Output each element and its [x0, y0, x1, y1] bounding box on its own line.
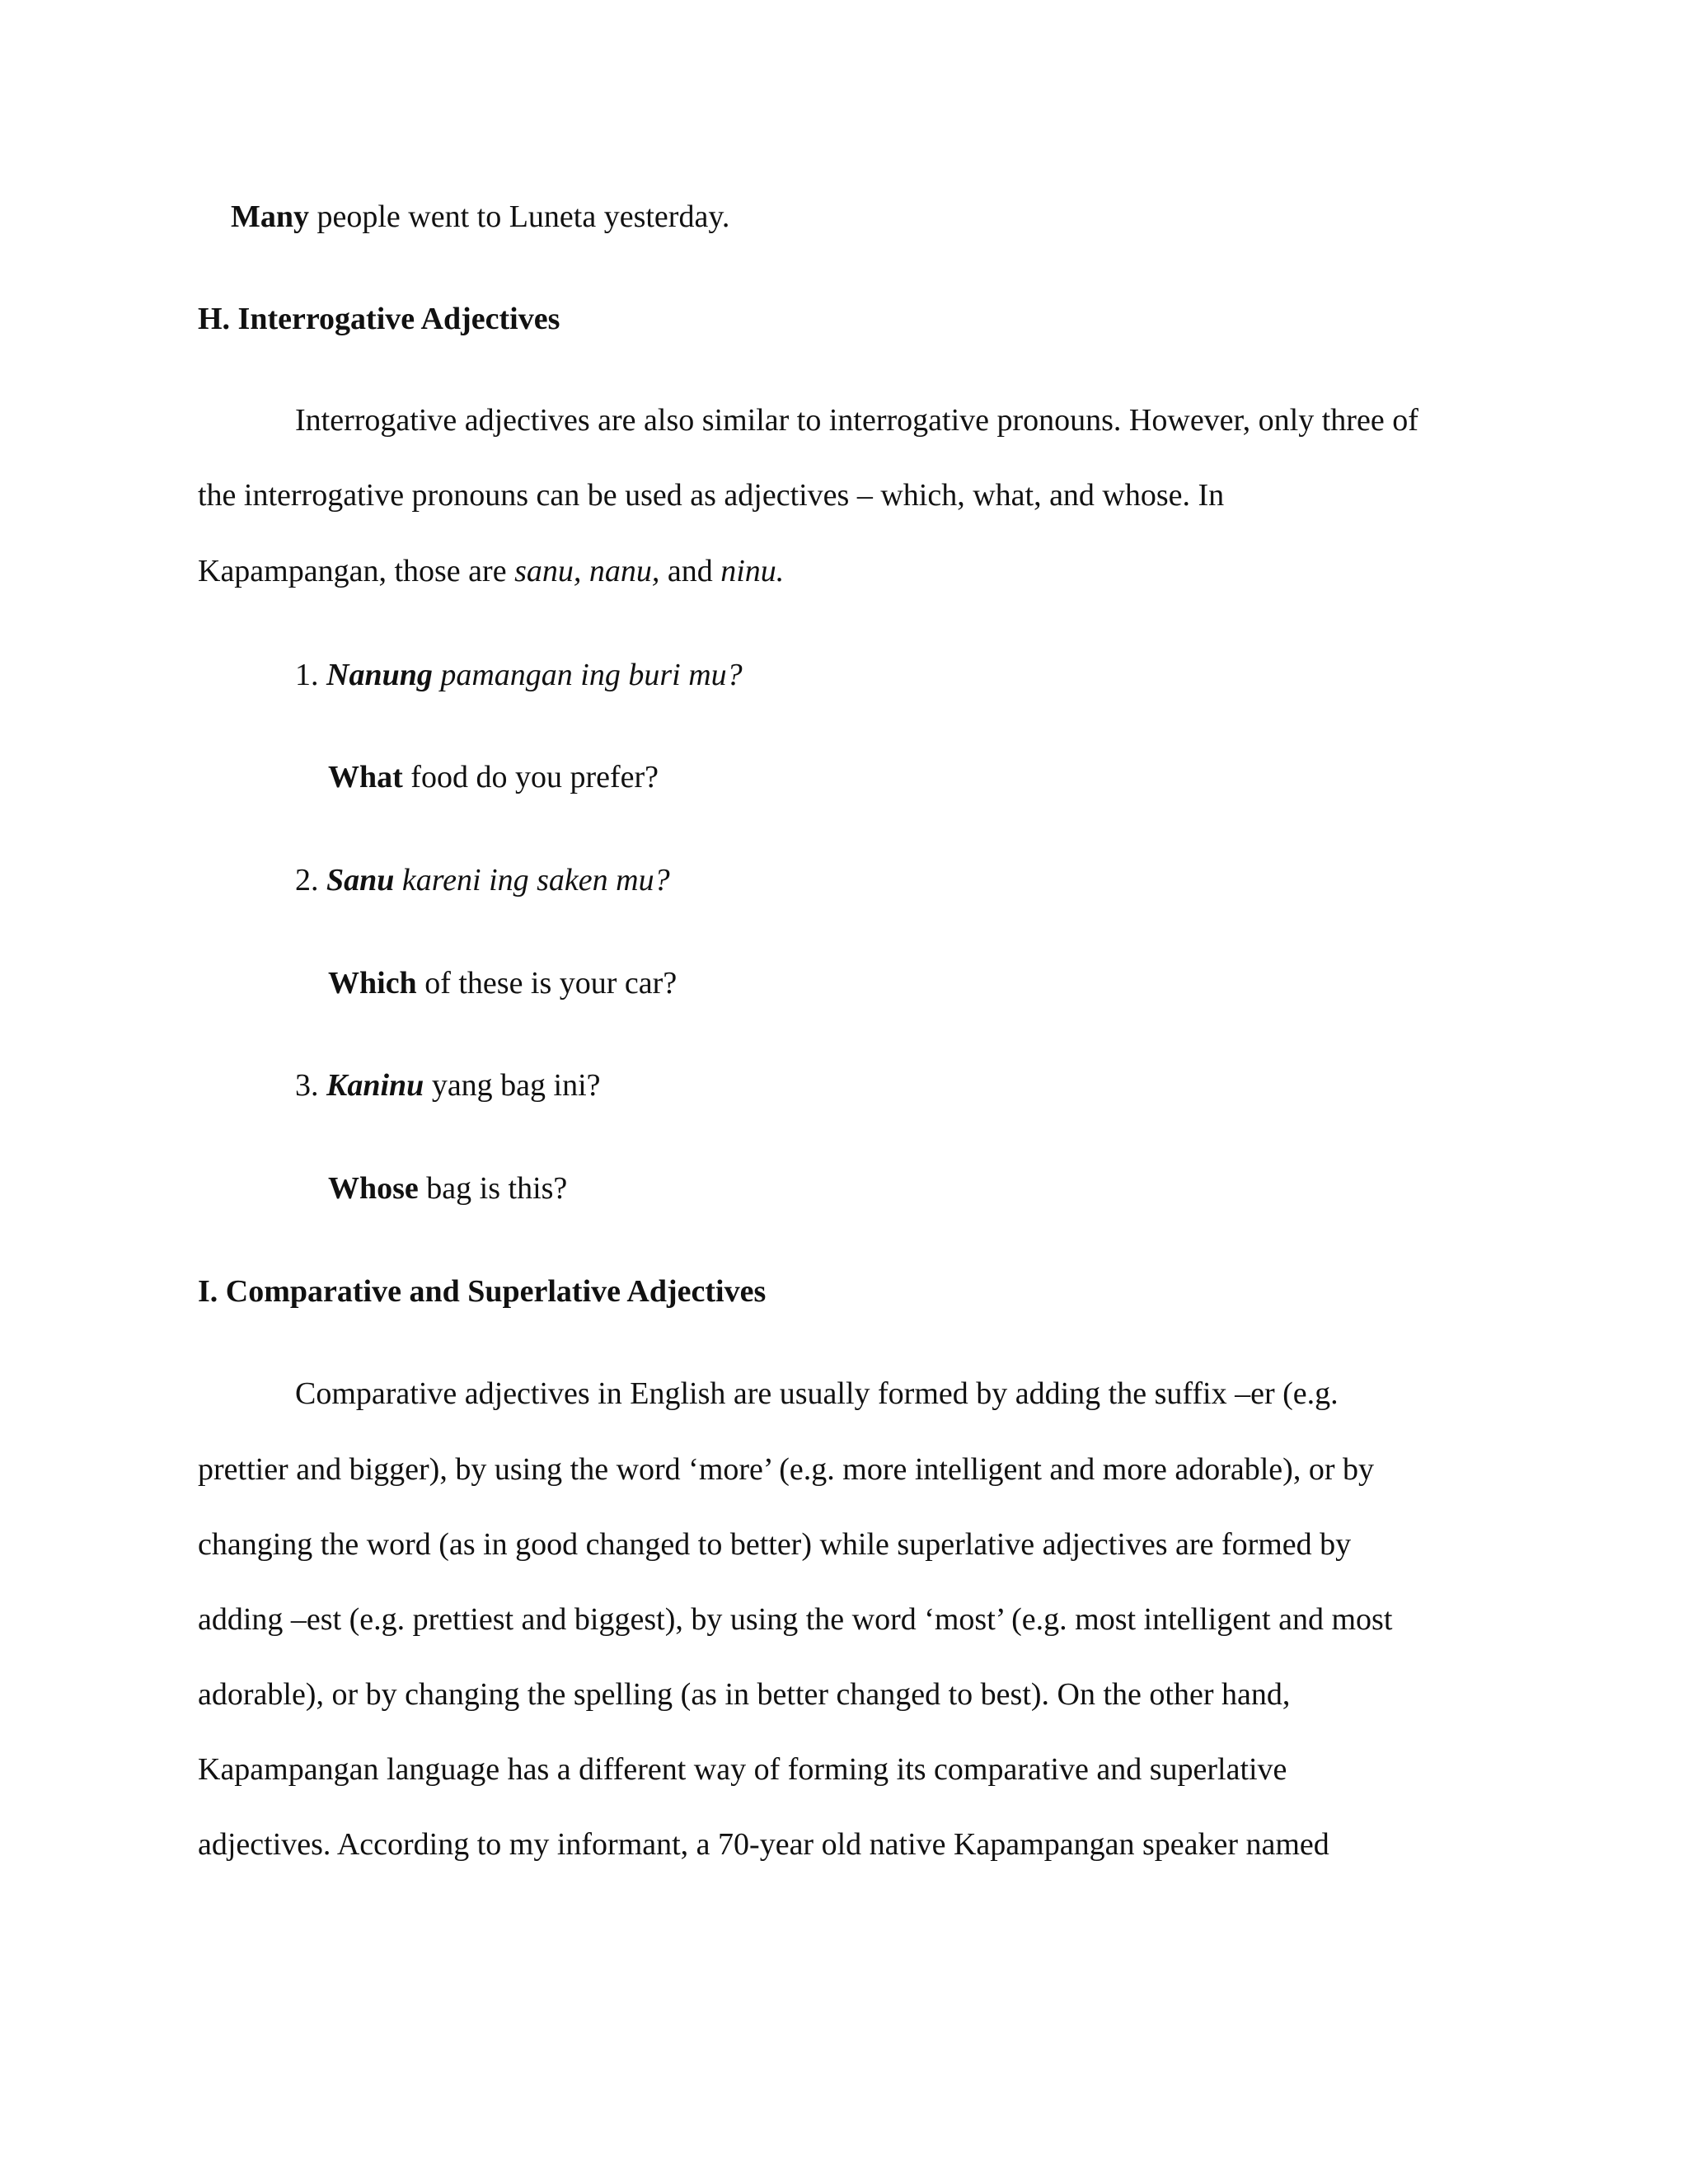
bold-word: Whose [328, 1171, 419, 1206]
example-sentence-many [231, 201, 729, 232]
italic-text: pamangan ing buri mu? [432, 658, 743, 692]
example-2-english [328, 968, 677, 999]
section-i-paragraph-line-5: adorable), or by changing the spelling (as in better changed to best). On the other hand, [198, 1677, 1291, 1712]
section-i-paragraph-line-2: prettier and bigger), by using the word ‘more’ (e.g. more intelligent and more adorable), or by [198, 1452, 1374, 1487]
bold-word: Many [231, 199, 309, 234]
text-span: yang bag ini? [424, 1068, 601, 1103]
italic-text: kareni ing saken mu? [394, 863, 670, 898]
sentence-text: people went to Luneta yesterday. [309, 199, 730, 234]
bold-italic-word: Nanung [326, 658, 433, 692]
italic-term: ninu. [720, 554, 785, 588]
example-number: 3. [295, 1068, 326, 1103]
section-i-paragraph-line-4: adding –est (e.g. prettiest and biggest), by using the word ‘most’ (e.g. most intelligent and most [198, 1602, 1393, 1637]
section-i-heading: I. Comparative and Superlative Adjectives [198, 1274, 767, 1309]
section-h-paragraph-line-2: the interrogative pronouns can be used as adjectives – which, what, and whose. In [198, 478, 1225, 513]
text-span: Kapampangan, those are [198, 554, 515, 588]
text-span: of these is your car? [416, 966, 678, 1001]
example-1-kapampangan [295, 659, 743, 691]
example-1-english [328, 762, 659, 793]
section-h-heading: H. Interrogative Adjectives [198, 302, 560, 336]
bold-word: Which [328, 966, 417, 1001]
section-i-paragraph-line-7: adjectives. According to my informant, a 70-year old native Kapampangan speaker named [198, 1827, 1329, 1862]
section-h-paragraph-line-1: Interrogative adjectives are also similar to interrogative pronouns. However, only three of [295, 403, 1418, 438]
bold-word: What [328, 760, 403, 794]
section-h-paragraph-line-3 [198, 555, 784, 587]
example-3-kapampangan [295, 1070, 601, 1101]
bold-italic-word: Kaninu [326, 1068, 424, 1103]
example-2-kapampangan [295, 865, 670, 896]
text-span: and [659, 554, 721, 588]
bold-italic-word: Sanu [326, 863, 395, 898]
section-i-paragraph-line-3: changing the word (as in good changed to better) while superlative adjectives are formed by [198, 1527, 1352, 1562]
text-span: food do you prefer? [402, 760, 659, 794]
section-i-paragraph-line-1: Comparative adjectives in English are usually formed by adding the suffix –er (e.g. [295, 1376, 1339, 1411]
section-i-paragraph-line-6: Kapampangan language has a different way of forming its comparative and superlative [198, 1752, 1287, 1787]
example-number: 1. [295, 658, 326, 692]
italic-terms: sanu, nanu, [514, 554, 660, 588]
text-span: bag is this? [418, 1171, 568, 1206]
example-3-english [328, 1173, 567, 1204]
example-number: 2. [295, 863, 326, 898]
